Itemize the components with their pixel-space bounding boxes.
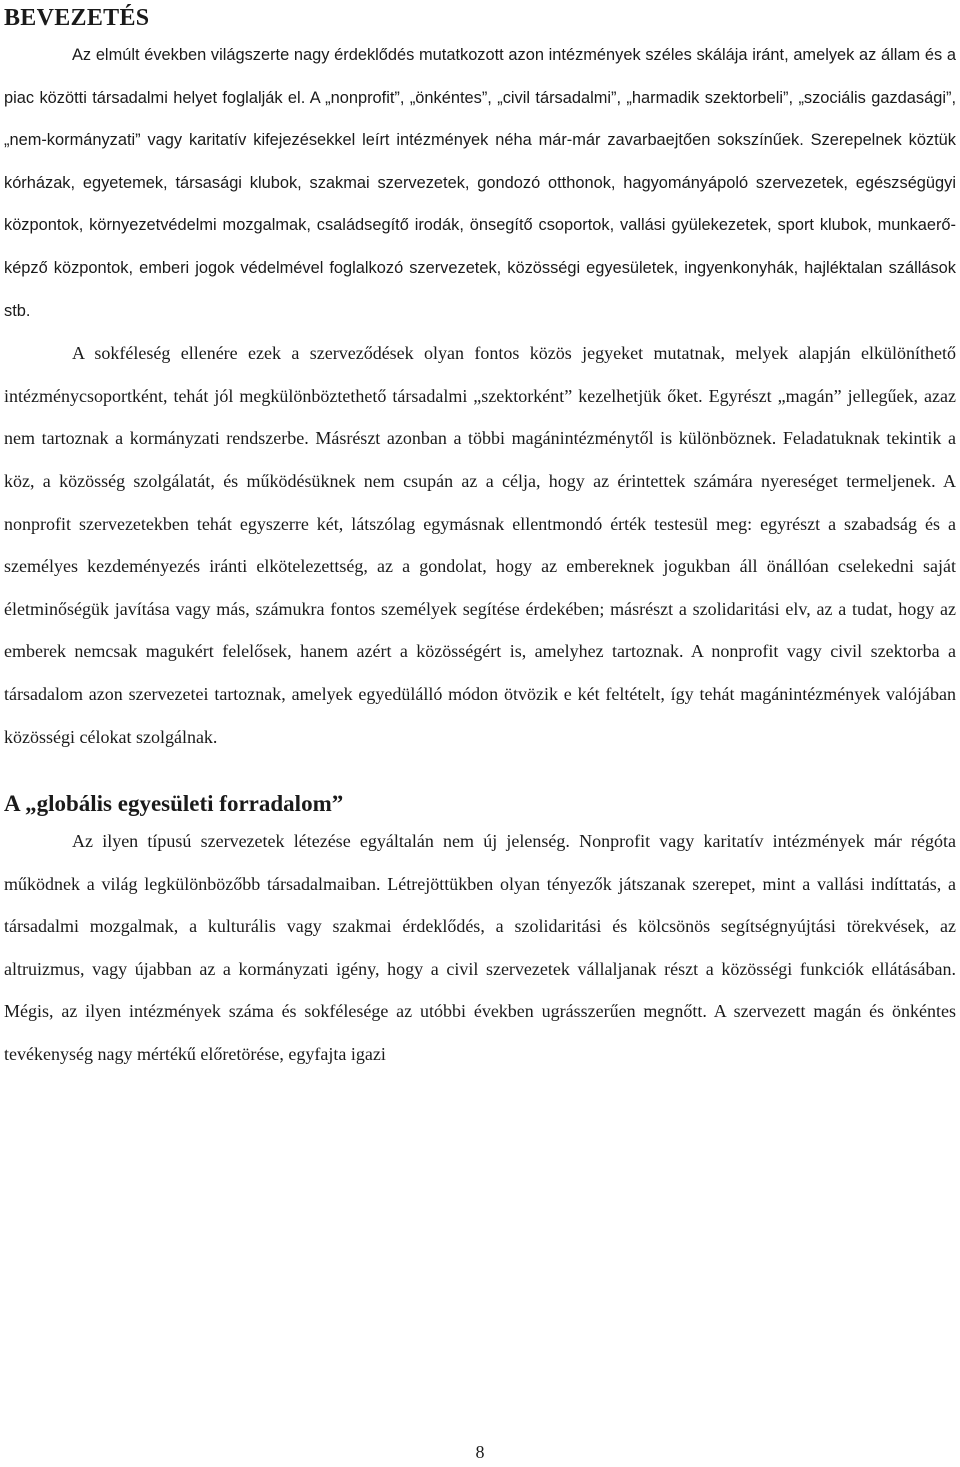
paragraph-1: Az elmúlt években világszerte nagy érdeklődés mutatkozott azon intézmények széles skálája iránt, amelyek az állam és a piac közötti társadalmi helyet foglalják el. A „nonprofit”, „önkéntes”, „civil társadalmi”, „harmadik szektorbeli”, „szociális gazdasági”, „nem-kormányzati” vagy karitatív kifejezésekkel leírt intézmények néha már-már zavarbaejtően sokszínűek. Szerepelnek köztük kórházak, egyetemek, társasági klubok, szakmai szervezetek, gondozó otthonok, hagyományápoló szervezetek, egészségügyi központok, környezetvédelmi mozgalmak, családsegítő irodák, önsegítő csoportok, vallási gyülekezetek, sport klubok, munkaerő-képző központok, emberi jogok védelmével foglalkozó szervezetek, közösségi egyesületek, ingyenkonyhák, hajléktalan szállások stb. [4, 46, 956, 320]
page-number: 8 [475, 1442, 485, 1462]
subheading-block [4, 788, 956, 820]
paragraph-3: Az ilyen típusú szervezetek létezése egyáltalán nem új jelenség. Nonprofit vagy karitatív intézmények már régóta működnek a világ legkülönbözőbb társadalmaiban. Létrejöttükben olyan tényezők játszanak szerepet, mint a vallási indíttatás, a társadalmi mozgalmak, a kulturális vagy szakmai érdeklődés, a szolidaritási és kölcsönös segítségnyújtási törekvések, az altruizmus, vagy újabban az a kormányzati igény, hogy a civil szervezetek vállaljanak részt a közösségi funkciók ellátásában. Mégis, az ilyen intézmények száma és sokfélesége az utóbbi években ugrásszerűen megnőtt. A szervezett magán és önkéntes tevékenység nagy mértékű előretörése, egyfajta igazi [4, 831, 956, 1065]
main-heading: BEVEZETÉS [4, 5, 150, 31]
sub-heading: A „globális egyesületi forradalom” [4, 791, 344, 817]
paragraph-2: A sokféleség ellenére ezek a szerveződések olyan fontos közös jegyeket mutatnak, melyek alapján elkülöníthető intézménycsoportként, tehát jól megkülönböztethető társadalmi „szektorként” kezelhetjük őket. Egyrészt „magán” jellegűek, azaz nem tartoznak a kormányzati rendszerbe. Másrészt azonban a többi magánintézménytől is különböznek. Feladatuknak tekintik a köz, a közösség szolgálatát, és működésüknek nem csupán az a célja, hogy az érintettek számára nyereséget termeljenek. A nonprofit szervezetekben tehát egyszerre két, látszólag egymásnak ellentmondó érték testesül meg: egyrészt a szabadság és a személyes kezdeményezés iránti elkötelezettség, az a gondolat, hogy az embereknek jogukban áll önállóan cselekedni saját életminőségük javítása vagy más, számukra fontos személyek segítése érdekében; másrészt a szolidaritási elv, az a tudat, hogy az emberek nemcsak magukért felelősek, hanem azért a közösségért is, amelyhez tartoznak. A nonprofit vagy civil szektorba a társadalom azon szervezetei tartoznak, amelyek egyedülálló módon ötvözik e két feltételt, így tehát magánintézmények valójában közösségi célokat szolgálnak. [4, 343, 956, 747]
